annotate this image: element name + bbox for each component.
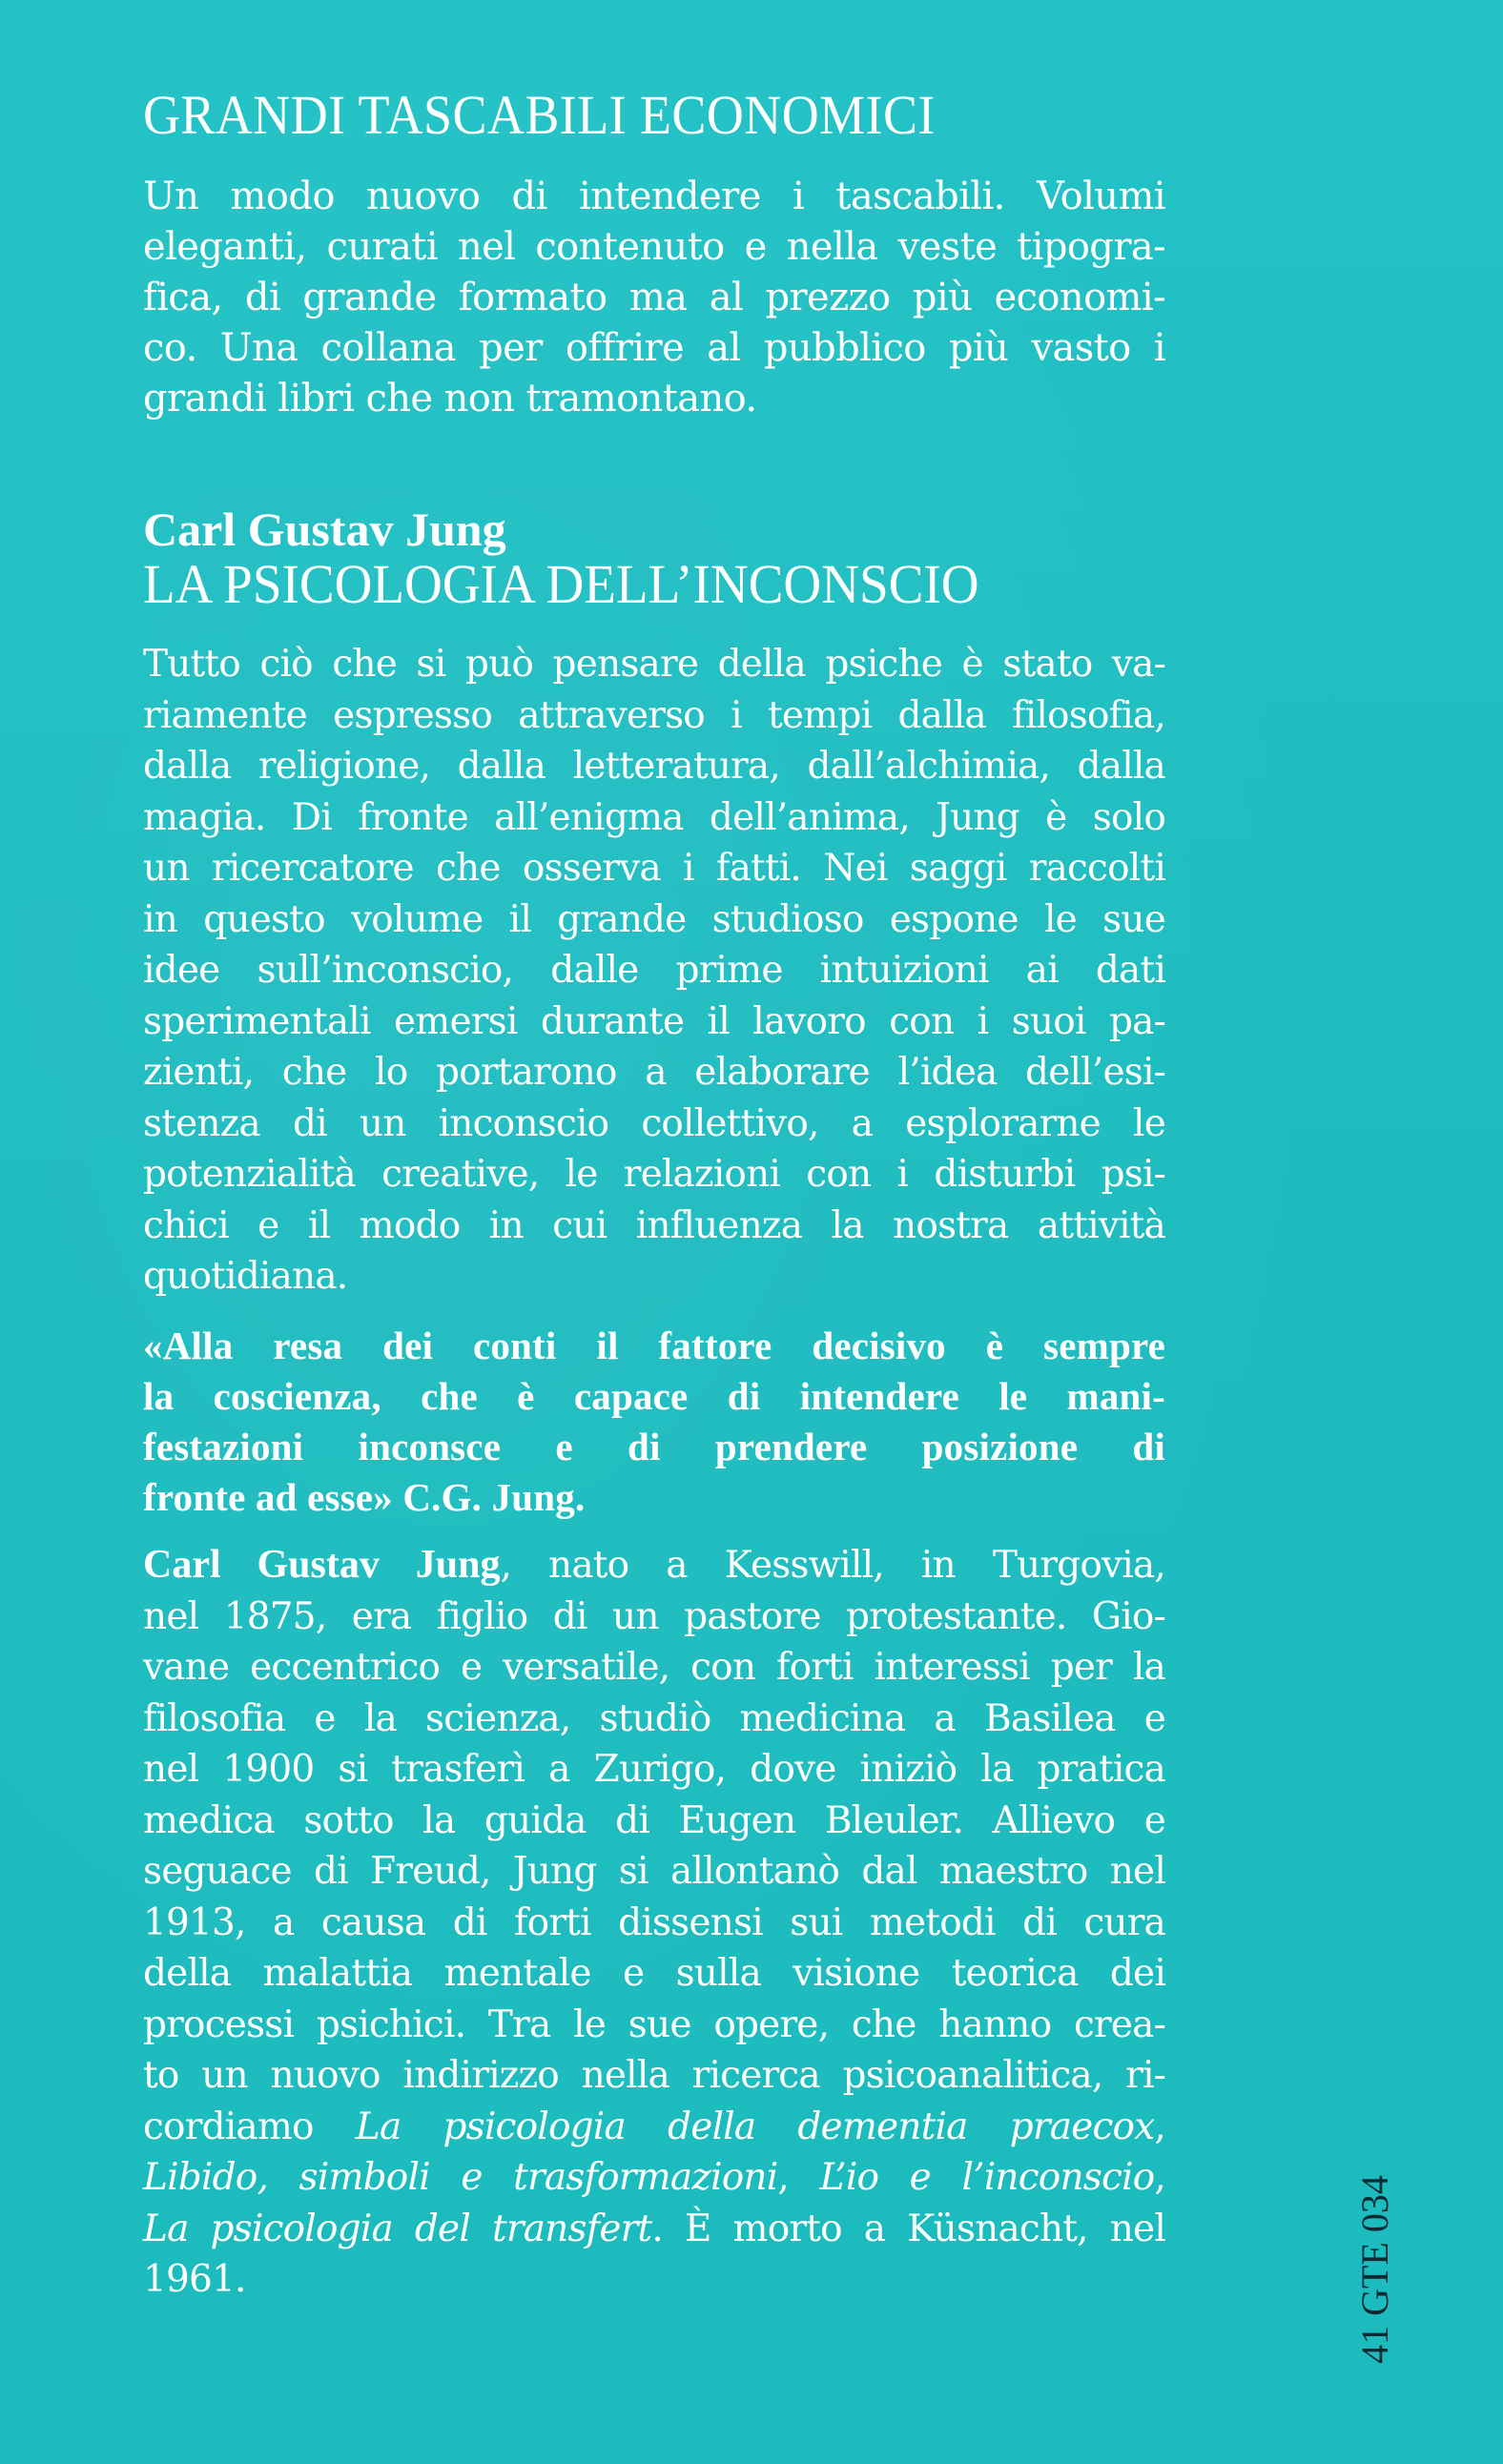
- bio-line: to un nuovo indirizzo nella ricerca psicoanalitica, ri-: [143, 2054, 1165, 2097]
- bio-line: 1961.: [143, 2258, 246, 2301]
- bio-line-text: cordiamo: [143, 2105, 356, 2148]
- catalog-code-text: 41 GTE 034: [1353, 2175, 1396, 2364]
- bio-line-text: , nato a Kesswill, in Turgovia,: [500, 1544, 1165, 1587]
- bio-line: medica sotto la guida di Eugen Bleuler. Allievo e: [143, 1798, 1165, 1842]
- description-line: Tutto ciò che si può pensare della psiche è stato va-: [143, 643, 1165, 686]
- series-description-line: eleganti, curati nel contenuto e nella veste tipogra-: [143, 225, 1165, 269]
- bio-author-name: Carl Gustav Jung: [143, 1543, 501, 1587]
- quote-line: festazioni inconsce e di prendere posizione di: [143, 1425, 1165, 1468]
- catalog-code: [1347, 2155, 1404, 2384]
- series-title: GRANDI TASCABILI ECONOMICI: [143, 84, 936, 146]
- description-line: magia. Di fronte all’enigma dell’anima, Jung è solo: [143, 795, 1165, 839]
- description-line: quotidiana.: [143, 1255, 348, 1298]
- bio-line: della malattia mentale e sulla visione teorica dei: [143, 1952, 1165, 1995]
- series-description-line: co. Una collana per offrire al pubblico più vasto i: [143, 326, 1165, 370]
- book-author: Carl Gustav Jung: [143, 503, 506, 556]
- description-line: dalla religione, dalla letteratura, dall’alchimia, dalla: [143, 745, 1165, 788]
- author-biography: [143, 1540, 1165, 2306]
- quote-line: la coscienza, che è capace di intendere le mani-: [143, 1374, 1165, 1418]
- description-line: sperimentali emersi durante il lavoro con i suoi pa-: [143, 999, 1165, 1043]
- bio-line: seguace di Freud, Jung si allontanò dal maestro nel: [143, 1850, 1165, 1893]
- series-description-line: Un modo nuovo di intendere i tascabili. Volumi: [143, 175, 1165, 218]
- work-title: La psicologia del transfert: [143, 2207, 652, 2250]
- work-title: La psicologia della dementia praecox: [355, 2105, 1155, 2148]
- description-line: stenza di un inconscio collettivo, a esplorarne le: [143, 1101, 1165, 1145]
- bio-line: [143, 1540, 1165, 1591]
- work-title: L’io e l’inconscio: [819, 2156, 1155, 2199]
- description-line: in questo volume il grande studioso espone le sue: [143, 897, 1165, 941]
- quote-line: «Alla resa dei conti il fattore decisivo è sempre: [143, 1324, 1165, 1367]
- work-title: Libido, simboli e trasformazioni: [143, 2156, 778, 2199]
- description-line: un ricercatore che osserva i fatti. Nei saggi raccolti: [143, 847, 1165, 890]
- book-description: [143, 639, 1165, 1303]
- bio-line: 1913, a causa di forti dissensi sui metodi di cura: [143, 1900, 1165, 1944]
- book-title: LA PSICOLOGIA DELL’INCONSCIO: [143, 553, 979, 615]
- quote-line: fronte ad esse» C.G. Jung.: [143, 1475, 586, 1519]
- bio-line: filosofia e la scienza, studiò medicina a Basilea e: [143, 1696, 1165, 1740]
- bio-line: processi psichici. Tra le sue opere, che hanno crea-: [143, 2002, 1165, 2046]
- bio-line: nel 1875, era figlio di un pastore protestante. Gio-: [143, 1594, 1165, 1638]
- bio-line-text: . È morto a Küsnacht, nel: [651, 2207, 1165, 2250]
- description-line: zienti, che lo portarono a elaborare l’idea dell’esi-: [143, 1051, 1165, 1094]
- jung-quote: [143, 1321, 1165, 1523]
- description-line: potenzialità creative, le relazioni con i disturbi psi-: [143, 1153, 1165, 1196]
- description-line: idee sull’inconscio, dalle prime intuizioni ai dati: [143, 949, 1165, 992]
- bio-line: cordiamo La psicologia della dementia praecox,: [143, 2105, 1165, 2148]
- bio-line: [143, 2204, 1165, 2255]
- bio-line: nel 1900 si trasferì a Zurigo, dove iniziò la pratica: [143, 1748, 1165, 1791]
- description-line: riamente espresso attraverso i tempi dalla filosofia,: [143, 693, 1165, 737]
- series-description-line: fica, di grande formato ma al prezzo più economi-: [143, 276, 1165, 319]
- series-description-line: grandi libri che non tramontano.: [143, 377, 757, 421]
- series-description: [143, 172, 1165, 424]
- bio-line: Libido, simboli e trasformazioni, L’io e l’inconscio,: [143, 2156, 1165, 2199]
- bio-line: vane eccentrico e versatile, con forti interessi per la: [143, 1646, 1165, 1689]
- description-line: chici e il modo in cui influenza la nostra attività: [143, 1203, 1165, 1247]
